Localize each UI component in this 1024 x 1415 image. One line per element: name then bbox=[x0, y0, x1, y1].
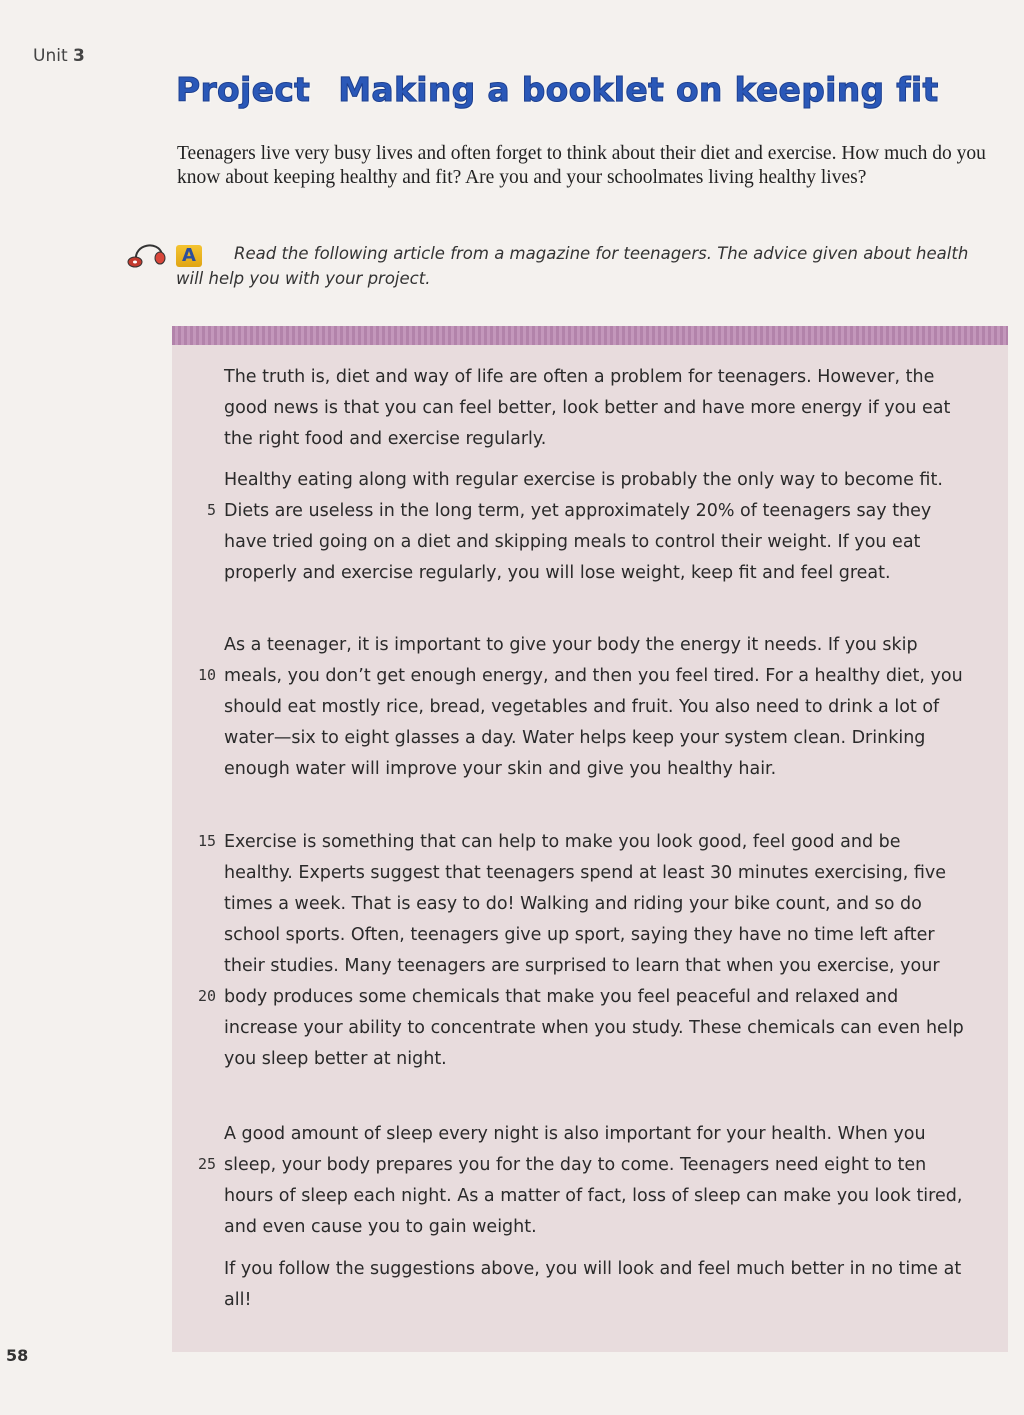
title-project: Project bbox=[176, 70, 311, 109]
line-number: 5 bbox=[206, 501, 216, 519]
article-paragraph: If you follow the suggestions above, you will look and feel much better in no time at all! bbox=[224, 1259, 962, 1310]
task-text: Read the following article from a magazine for teenagers. The advice given about health will help you with your project. bbox=[176, 244, 969, 288]
article-paragraph: Exercise is something that can help to make you look good, feel good and be healthy. Experts suggest that teenagers spend at least 30 minutes exercising, five times a week. That is easy to do! Walking and riding your bike count, and so do school sports. Often, teenagers give up sport, saying they have no time left after their studies. Many teenagers are surprised to learn that when you exercise, your body produces some chemicals that make you feel peaceful and relaxed and increase your ability to concentrate when you study. These chemicals can even help you sleep better at night. bbox=[224, 832, 964, 1069]
unit-word: Unit bbox=[33, 46, 68, 66]
page-number: 58 bbox=[6, 1346, 29, 1365]
article-box bbox=[172, 326, 1008, 1352]
task-letter-badge: A bbox=[176, 245, 202, 267]
line-number: 20 bbox=[197, 987, 216, 1005]
intro-text: Teenagers live very busy lives and often forget to think about their diet and exercise. How much do you know about keeping healthy and fit? Are you and your schoolmates living healthy lives? bbox=[177, 143, 986, 188]
unit-number: 3 bbox=[73, 46, 85, 66]
line-number: 15 bbox=[197, 832, 216, 850]
task-instruction bbox=[176, 242, 976, 291]
article-paragraph: The truth is, diet and way of life are often a problem for teenagers. However, the good news is that you can feel better, look better and have more energy if you eat the right food and exercise regularly. bbox=[224, 367, 951, 449]
title-topic: Making a booklet on keeping fit bbox=[338, 70, 939, 109]
article-header-bar bbox=[172, 326, 1008, 345]
article-paragraph: As a teenager, it is important to give your body the energy it needs. If you skip meals, you don’t get enough energy, and then you feel tired. For a healthy diet, you should eat mostly rice, bread, vegetables and fruit. You also need to drink a lot of water—six to eight glasses a day. Water helps keep your system clean. Drinking enough water will improve your skin and give you healthy hair. bbox=[224, 635, 963, 779]
line-number: 25 bbox=[197, 1155, 216, 1173]
unit-label bbox=[33, 46, 85, 66]
page-title bbox=[176, 70, 939, 109]
article-paragraph: Healthy eating along with regular exercise is probably the only way to become fit. Diets are useless in the long term, yet approximately 20% of teenagers say they have tried going on a diet and skipping meals to control their weight. If you eat properly and exercise regularly, you will lose weight, keep fit and feel great. bbox=[224, 470, 943, 583]
article-paragraph: A good amount of sleep every night is also important for your health. When you sleep, your body prepares you for the day to come. Teenagers need eight to ten hours of sleep each night. As a matter of fact, loss of sleep can make you look tired, and even cause you to gain weight. bbox=[224, 1124, 963, 1237]
cd-headphones-icon bbox=[124, 236, 170, 270]
line-number: 10 bbox=[197, 666, 216, 684]
